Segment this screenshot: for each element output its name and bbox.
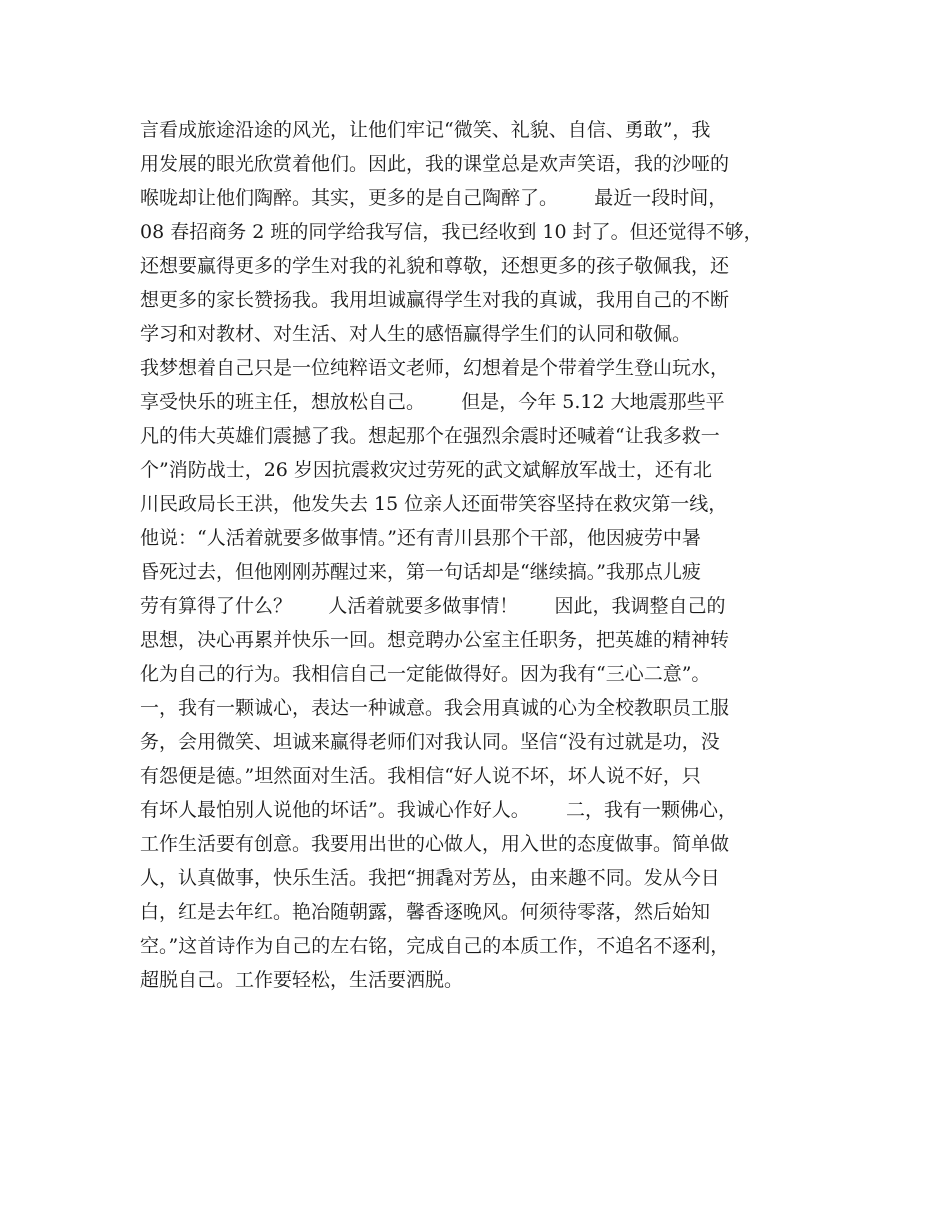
text-line: 昏死过去，但他刚刚苏醒过来，第一句话却是“继续搞。”我那点儿疲: [140, 561, 701, 583]
text-line: 言看成旅途沿途的风光，让他们牢记“微笑、礼貌、自信、勇敢”，我: [140, 119, 711, 141]
text-line: 超脱自己。工作要轻松，生活要洒脱。: [140, 969, 464, 991]
text-line: 务，会用微笑、坦诚来赢得老师们对我认同。坚信“没有过就是功，没: [140, 731, 720, 753]
text-line: 学习和对教材、对生活、对人生的感悟赢得学生们的认同和敬佩。: [140, 323, 692, 345]
text-line: 喉咙却让他们陶醉。其实，更多的是自己陶醉了。 最近一段时间，: [140, 187, 728, 209]
text-line: 08 春招商务 2 班的同学给我写信，我已经收到 10 封了。但还觉得不够，: [140, 221, 763, 243]
text-line: 想更多的家长赞扬我。我用坦诚赢得学生对我的真诚，我用自己的不断: [140, 289, 730, 311]
text-line: 我梦想着自己只是一位纯粹语文老师，幻想着是个带着学生登山玩水，: [140, 357, 730, 379]
text-line: 白，红是去年红。艳冶随朝露，馨香逐晚风。何须待零落，然后始知: [140, 901, 711, 923]
text-line: 个”消防战士，26 岁因抗震救灾过劳死的武文斌解放军战士，还有北: [140, 459, 712, 481]
text-line: 劳有算得了什么？ 人活着就要多做事情！ 因此，我调整自己的: [140, 595, 726, 617]
text-line: 他说：“人活着就要多做事情。”还有青川县那个干部，他因疲劳中暑: [140, 527, 701, 549]
text-line: 川民政局长王洪，他发失去 15 位亲人还面带笑容坚持在救灾第一线，: [140, 493, 728, 515]
text-line: 化为自己的行为。我相信自己一定能做得好。因为我有“三心二意”。: [140, 663, 711, 685]
text-line: 思想，决心再累并快乐一回。想竞聘办公室主任职务，把英雄的精神转: [140, 629, 730, 651]
text-line: 凡的伟大英雄们震撼了我。想起那个在强烈余震时还喊着“让我多救一: [140, 425, 720, 447]
text-line: 有坏人最怕别人说他的坏话”。我诚心作好人。 二，我有一颗佛心，: [140, 799, 737, 821]
text-line: 一，我有一颗诚心，表达一种诚意。我会用真诚的心为全校教职员工服: [140, 697, 730, 719]
text-line: 工作生活要有创意。我要用出世的心做人，用入世的态度做事。简单做: [140, 833, 730, 855]
text-line: 还想要赢得更多的学生对我的礼貌和尊敬，还想更多的孩子敬佩我，还: [140, 255, 730, 277]
text-line: 享受快乐的班主任，想放松自己。 但是，今年 5.12 大地震那些平: [140, 391, 725, 413]
body-text: [140, 113, 830, 997]
text-line: 有怨便是德。”坦然面对生活。我相信“好人说不坏，坏人说不好，只: [140, 765, 701, 787]
text-line: 用发展的眼光欣赏着他们。因此，我的课堂总是欢声笑语，我的沙哑的: [140, 153, 730, 175]
text-line: 空。”这首诗作为自己的左右铭，完成自己的本质工作，不追名不逐利，: [140, 935, 730, 957]
text-line: 人，认真做事，快乐生活。我把“拥毳对芳丛，由来趣不同。发从今日: [140, 867, 720, 889]
